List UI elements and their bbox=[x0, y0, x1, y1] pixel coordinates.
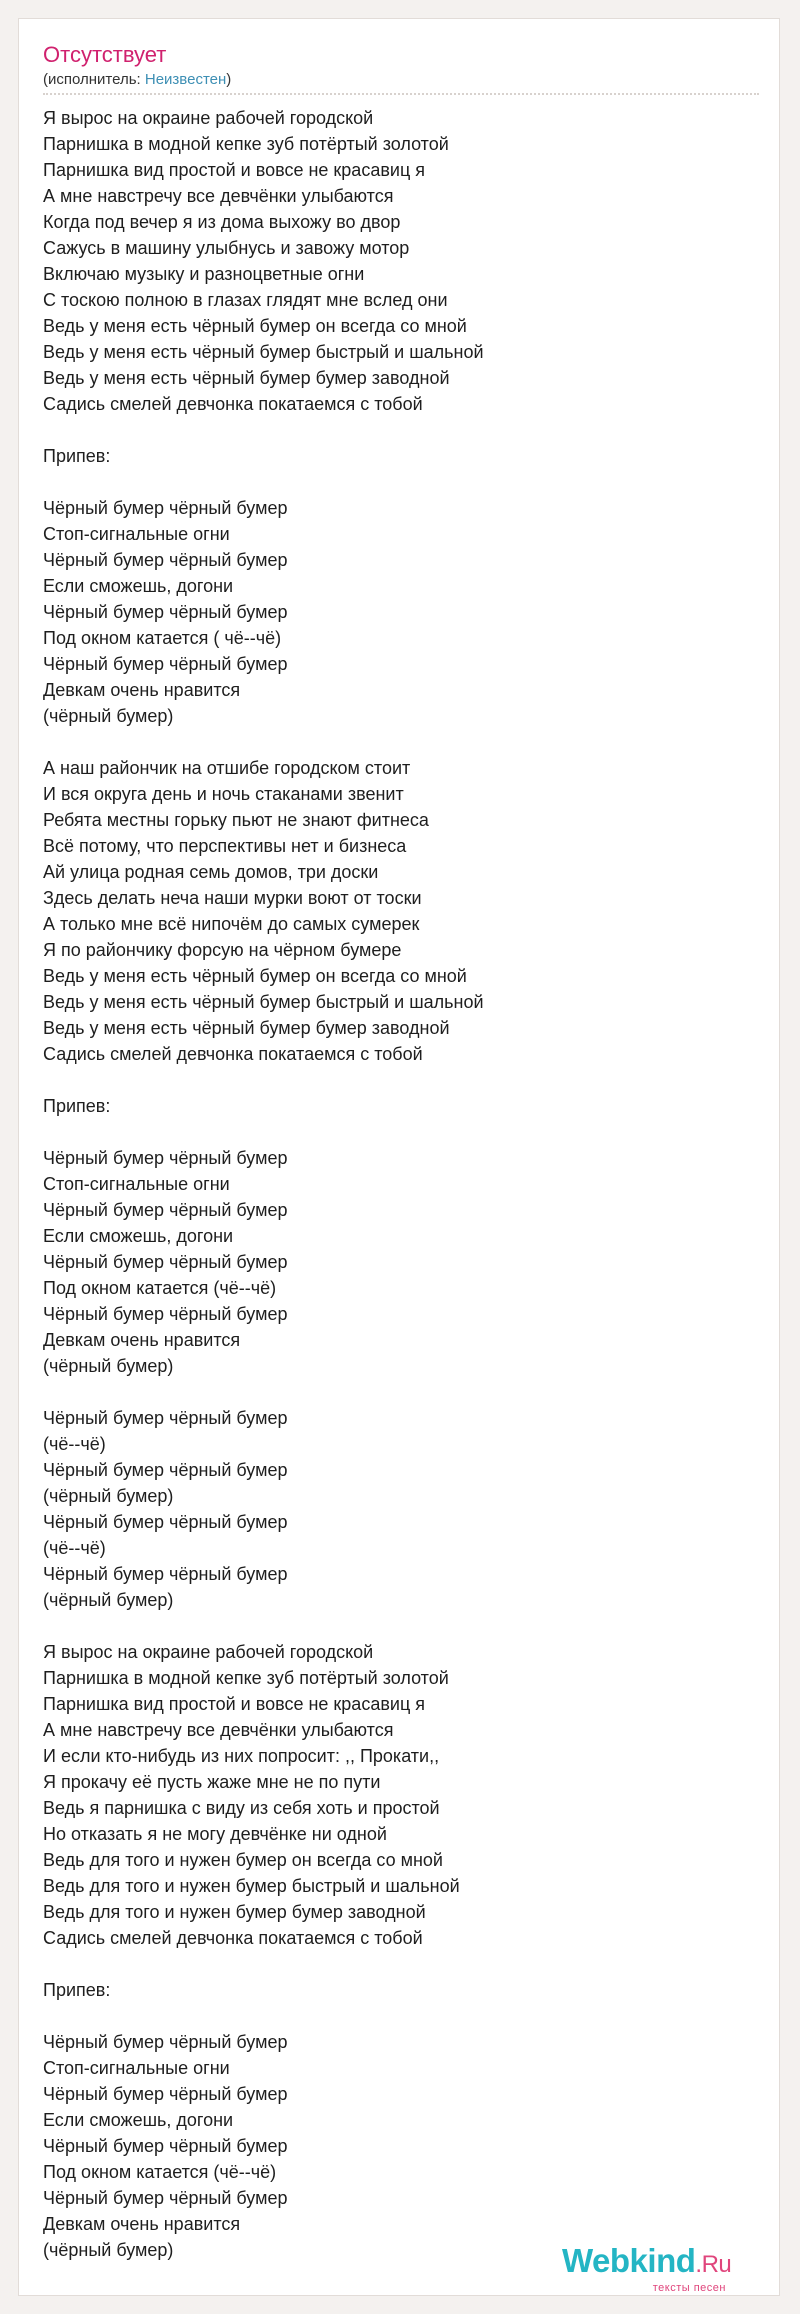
lyric-line: Чёрный бумер чёрный бумер bbox=[43, 1304, 288, 1324]
artist-suffix: ) bbox=[226, 71, 232, 88]
lyric-line: Чёрный бумер чёрный бумер bbox=[43, 1200, 288, 1220]
lyric-line: Под окном катается (чё--чё) bbox=[43, 1278, 277, 1298]
artist-link[interactable]: Неизвестен bbox=[144, 71, 227, 88]
lyric-line: Я по райончику форсую на чёрном бумере bbox=[43, 940, 402, 960]
lyric-line: Ведь для того и нужен бумер он всегда со мной bbox=[43, 1850, 443, 1870]
lyric-line: Ребята местны горьку пьют не знают фитнеса bbox=[43, 810, 429, 830]
lyric-line: И если кто-нибудь из них попросит: ,, Прокати,, bbox=[43, 1746, 440, 1766]
lyric-line: Я прокачу её пусть жаже мне не по пути bbox=[43, 1772, 381, 1792]
lyric-line: Стоп-сигнальные огни bbox=[43, 524, 230, 544]
lyric-line: Чёрный бумер чёрный бумер bbox=[43, 2084, 288, 2104]
lyric-blank-line bbox=[43, 1119, 763, 1145]
webkind-logo[interactable] bbox=[562, 2244, 772, 2300]
logo-wordmark bbox=[562, 2244, 772, 2282]
lyric-line: Парнишка в модной кепке зуб потёртый золотой bbox=[43, 1668, 449, 1688]
lyrics-card bbox=[18, 18, 780, 2296]
lyric-line: Чёрный бумер чёрный бумер bbox=[43, 1408, 288, 1428]
lyric-line: Ведь у меня есть чёрный бумер бумер заводной bbox=[43, 1018, 450, 1038]
logo-main-text: Webkind bbox=[562, 2242, 696, 2279]
lyric-blank-line bbox=[43, 2003, 763, 2029]
lyric-line: Ай улица родная семь домов, три доски bbox=[43, 862, 379, 882]
lyric-line: Стоп-сигнальные огни bbox=[43, 2058, 230, 2078]
lyric-line: Чёрный бумер чёрный бумер bbox=[43, 550, 288, 570]
song-title: Отсутствует bbox=[43, 42, 167, 67]
lyric-line: (чё--чё) bbox=[43, 1434, 106, 1454]
lyric-line: Чёрный бумер чёрный бумер bbox=[43, 654, 288, 674]
lyric-blank-line bbox=[43, 1951, 763, 1977]
lyric-line: Под окном катается ( чё--чё) bbox=[43, 628, 282, 648]
lyric-line: (чё--чё) bbox=[43, 1538, 106, 1558]
lyric-line: Чёрный бумер чёрный бумер bbox=[43, 602, 288, 622]
lyric-line: Девкам очень нравится bbox=[43, 2214, 241, 2234]
lyric-line: Садись смелей девчонка покатаемся с тобой bbox=[43, 1044, 423, 1064]
lyric-line: Чёрный бумер чёрный бумер bbox=[43, 1148, 288, 1168]
lyric-line: Я вырос на окраине рабочей городской bbox=[43, 1642, 374, 1662]
lyric-line: Припев: bbox=[43, 1980, 111, 2000]
lyric-line: А мне навстречу все девчёнки улыбаются bbox=[43, 186, 394, 206]
lyric-line: Ведь для того и нужен бумер быстрый и шальной bbox=[43, 1876, 460, 1896]
lyric-line: Если сможешь, догони bbox=[43, 2110, 234, 2130]
lyric-line: Садись смелей девчонка покатаемся с тобой bbox=[43, 394, 423, 414]
lyric-line: Чёрный бумер чёрный бумер bbox=[43, 2136, 288, 2156]
lyric-line: Припев: bbox=[43, 446, 111, 466]
lyric-line: А мне навстречу все девчёнки улыбаются bbox=[43, 1720, 394, 1740]
lyric-line: Ведь у меня есть чёрный бумер быстрый и шальной bbox=[43, 342, 484, 362]
logo-tld-text: .Ru bbox=[695, 2251, 732, 2278]
lyric-blank-line bbox=[43, 1379, 763, 1405]
lyric-line: Ведь у меня есть чёрный бумер бумер заводной bbox=[43, 368, 450, 388]
lyric-line: Девкам очень нравится bbox=[43, 1330, 241, 1350]
lyric-line: Парнишка в модной кепке зуб потёртый золотой bbox=[43, 134, 449, 154]
lyric-blank-line bbox=[43, 469, 763, 495]
lyric-line: Я вырос на окраине рабочей городской bbox=[43, 108, 374, 128]
lyric-line: Если сможешь, догони bbox=[43, 576, 234, 596]
lyric-line: Чёрный бумер чёрный бумер bbox=[43, 1460, 288, 1480]
lyric-line: (чёрный бумер) bbox=[43, 2240, 174, 2260]
lyric-line: Включаю музыку и разноцветные огни bbox=[43, 264, 365, 284]
lyric-line: Чёрный бумер чёрный бумер bbox=[43, 1252, 288, 1272]
lyric-line: Девкам очень нравится bbox=[43, 680, 241, 700]
lyric-line: Парнишка вид простой и вовсе не красавиц я bbox=[43, 1694, 426, 1714]
artist-line bbox=[43, 71, 763, 89]
lyric-line: Под окном катается (чё--чё) bbox=[43, 2162, 277, 2182]
header-divider bbox=[43, 93, 759, 95]
logo-tagline: тексты песен bbox=[652, 2282, 726, 2294]
lyric-line: Стоп-сигнальные огни bbox=[43, 1174, 230, 1194]
lyric-blank-line bbox=[43, 729, 763, 755]
lyric-line: Садись смелей девчонка покатаемся с тобой bbox=[43, 1928, 423, 1948]
lyric-line: (чёрный бумер) bbox=[43, 1356, 174, 1376]
lyric-blank-line bbox=[43, 1067, 763, 1093]
lyric-line: И вся округа день и ночь стаканами звенит bbox=[43, 784, 404, 804]
lyric-line: А наш райончик на отшибе городском стоит bbox=[43, 758, 411, 778]
lyric-line: Чёрный бумер чёрный бумер bbox=[43, 1512, 288, 1532]
lyric-line: Сажусь в машину улыбнусь и завожу мотор bbox=[43, 238, 410, 258]
lyric-line: Парнишка вид простой и вовсе не красавиц я bbox=[43, 160, 426, 180]
lyric-line: (чёрный бумер) bbox=[43, 1590, 174, 1610]
lyric-blank-line bbox=[43, 417, 763, 443]
lyric-line: Чёрный бумер чёрный бумер bbox=[43, 498, 288, 518]
lyric-line: Когда под вечер я из дома выхожу во двор bbox=[43, 212, 401, 232]
lyric-line: Ведь у меня есть чёрный бумер быстрый и шальной bbox=[43, 992, 484, 1012]
lyric-line: Но отказать я не могу девчёнке ни одной bbox=[43, 1824, 387, 1844]
lyric-line: (чёрный бумер) bbox=[43, 1486, 174, 1506]
lyric-line: Чёрный бумер чёрный бумер bbox=[43, 2188, 288, 2208]
lyric-line: Здесь делать неча наши мурки воют от тоски bbox=[43, 888, 422, 908]
lyric-line: Ведь у меня есть чёрный бумер он всегда со мной bbox=[43, 966, 467, 986]
lyric-line: А только мне всё нипочём до самых сумерек bbox=[43, 914, 420, 934]
lyric-blank-line bbox=[43, 1613, 763, 1639]
lyric-line: Ведь у меня есть чёрный бумер он всегда со мной bbox=[43, 316, 467, 336]
artist-prefix: (исполнитель: bbox=[43, 71, 145, 88]
lyric-line: Чёрный бумер чёрный бумер bbox=[43, 1564, 288, 1584]
lyrics-text bbox=[43, 105, 763, 2263]
lyric-line: С тоскою полною в глазах глядят мне вслед они bbox=[43, 290, 448, 310]
lyric-line: Припев: bbox=[43, 1096, 111, 1116]
lyric-line: Ведь для того и нужен бумер бумер заводной bbox=[43, 1902, 426, 1922]
song-header bbox=[43, 42, 763, 89]
lyric-line: Если сможешь, догони bbox=[43, 1226, 234, 1246]
lyric-line: (чёрный бумер) bbox=[43, 706, 174, 726]
lyric-line: Ведь я парнишка с виду из себя хоть и простой bbox=[43, 1798, 440, 1818]
lyric-line: Всё потому, что перспективы нет и бизнеса bbox=[43, 836, 407, 856]
lyric-line: Чёрный бумер чёрный бумер bbox=[43, 2032, 288, 2052]
